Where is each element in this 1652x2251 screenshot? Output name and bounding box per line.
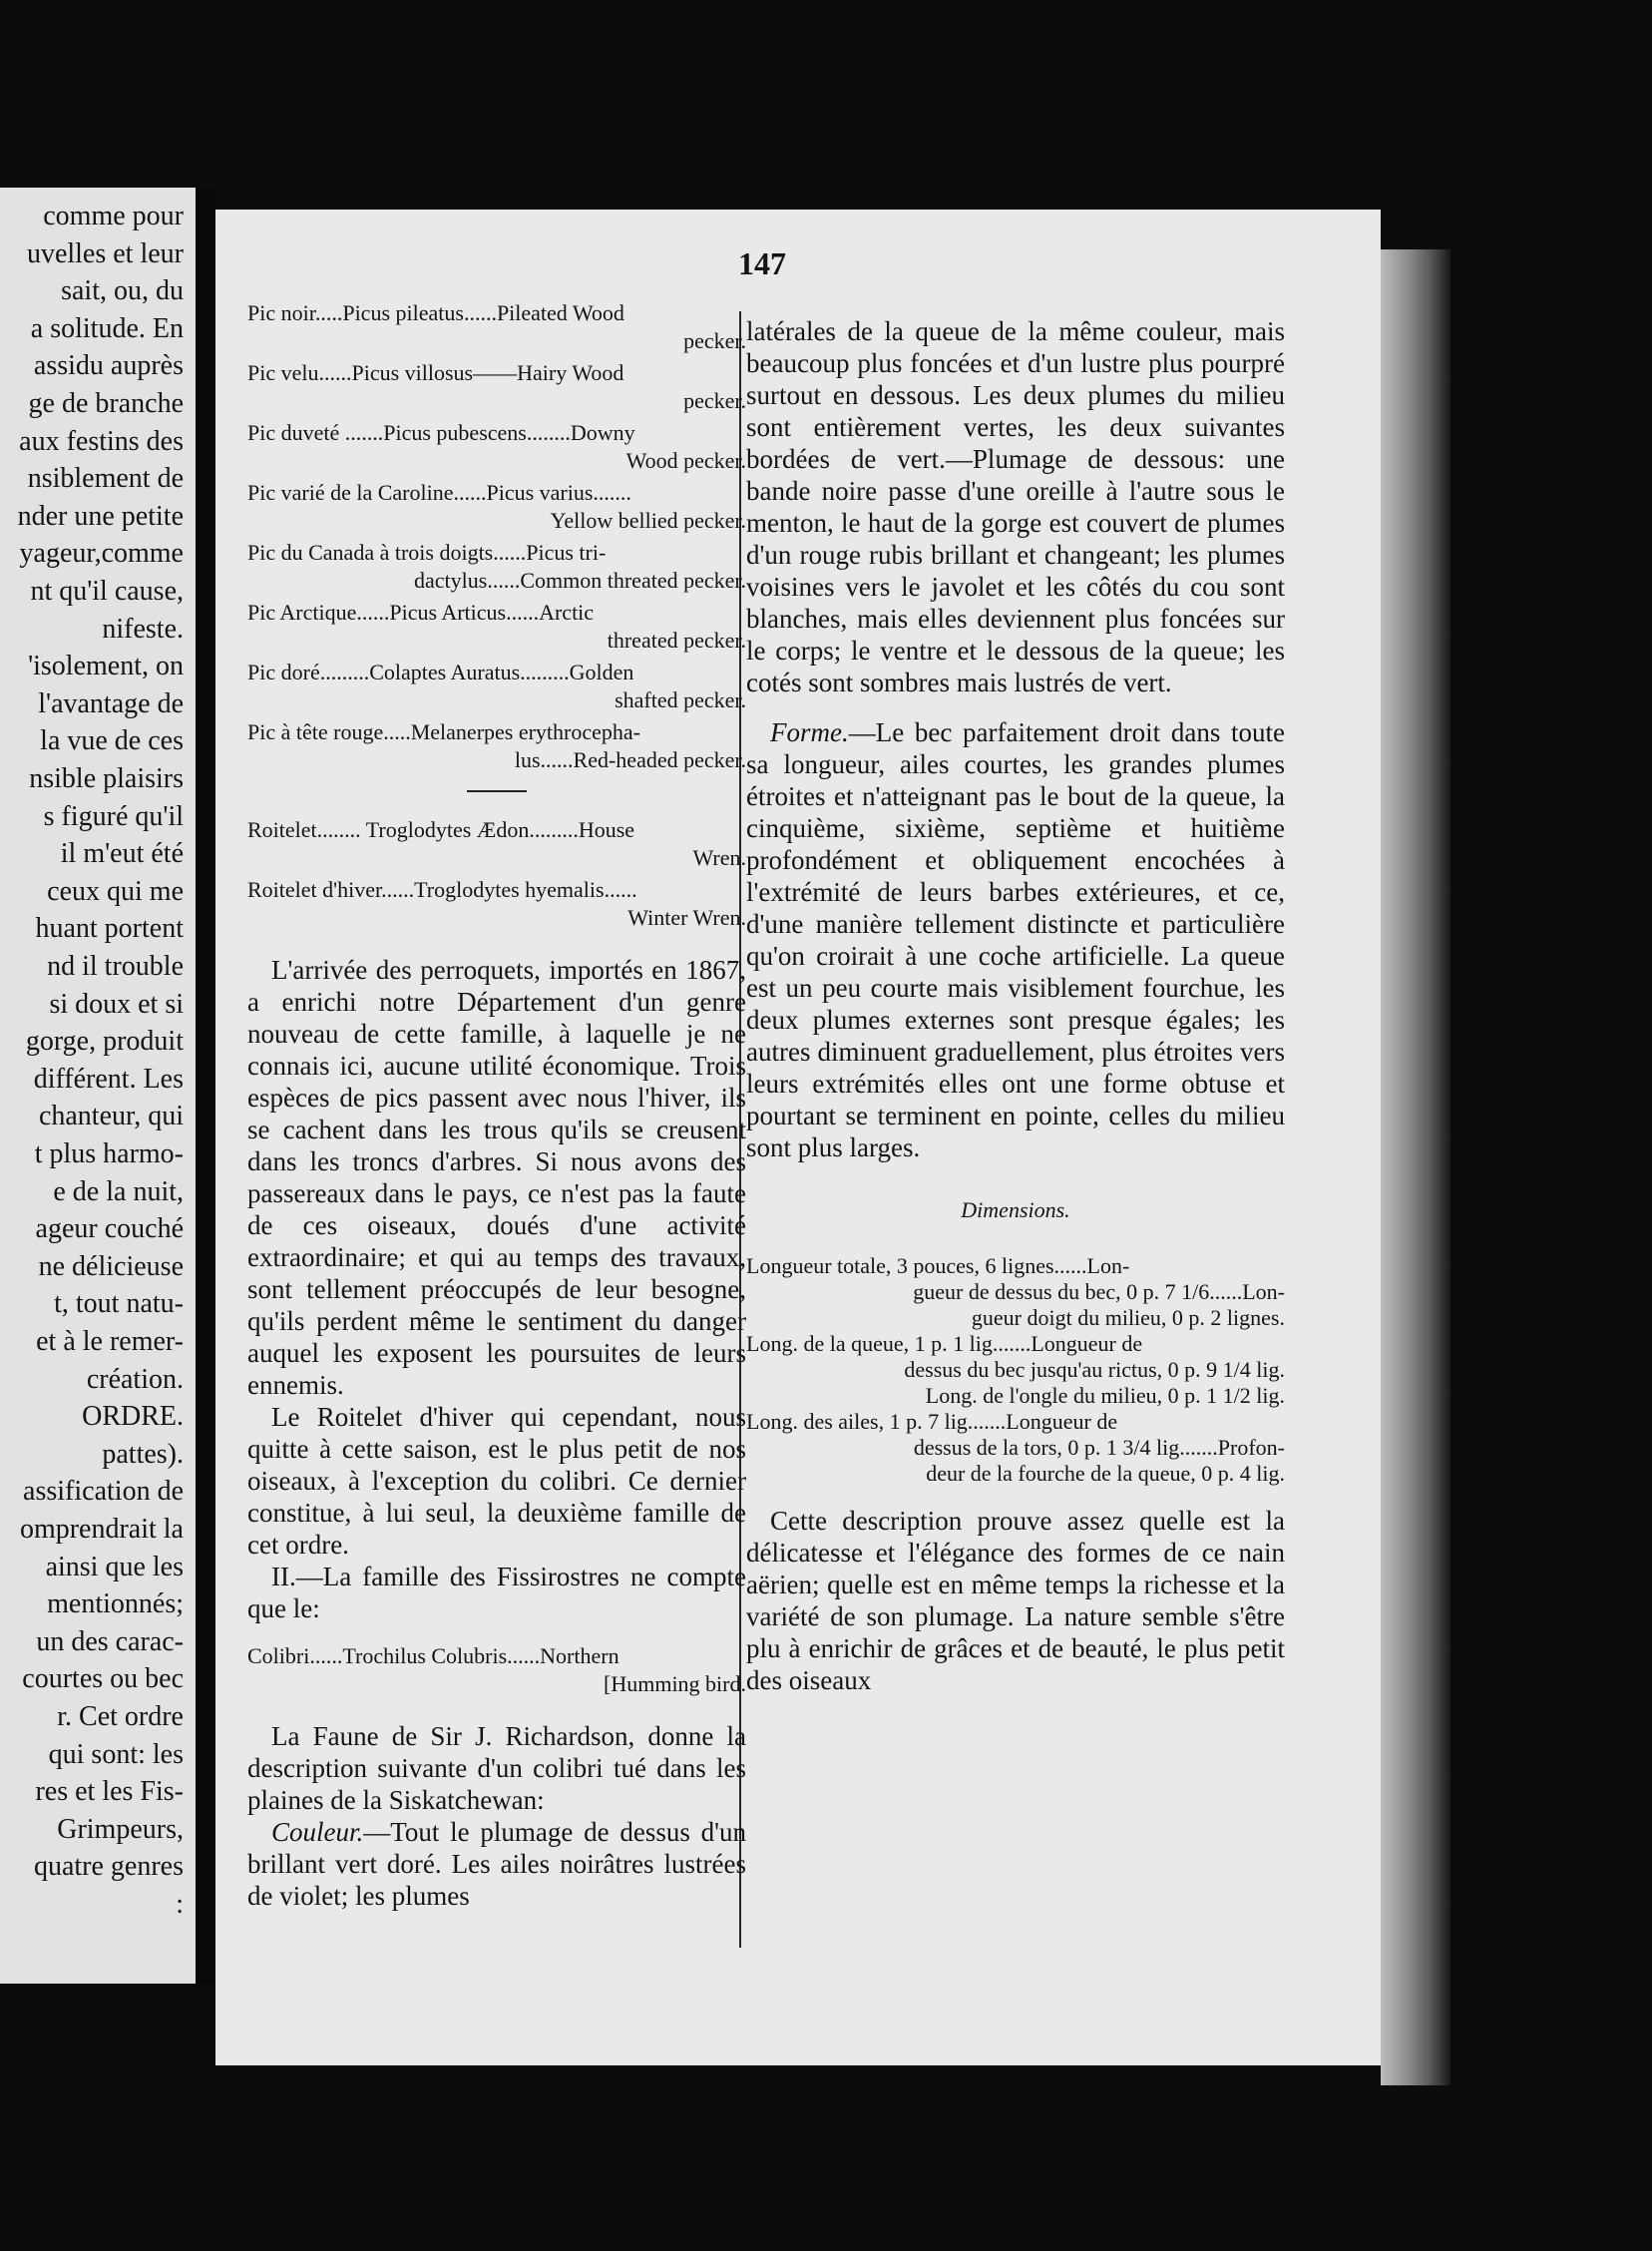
species-entry-cont: pecker. [683,328,746,353]
species-entry [247,876,746,932]
left-page-line: différent. Les [33,1063,184,1095]
left-page-line: un des carac- [36,1625,184,1657]
dimension-entry-cont: deur de la fourche de la queue, 0 p. 4 lig. [926,1461,1285,1486]
dimension-entry [746,1331,1285,1383]
species-entry-cont: pecker. [683,388,746,413]
left-page-line: nt qu'il cause, [30,576,184,607]
left-page-line: assification de [23,1476,184,1508]
species-entry-cont: threated pecker. [607,628,746,653]
species-entry-main: Roitelet d'hiver......Troglodytes hyemalis...... [247,877,637,902]
dimension-entry-cont: dessus du bec jusqu'au rictus, 0 p. 9 1/4 lig. [904,1357,1285,1382]
page-number: 147 [738,245,786,281]
left-page-line: e de la nuit, [53,1175,184,1207]
species-entry-main: Pic varié de la Caroline......Picus varius....... [247,480,631,505]
dimension-entry-cont: gueur de dessus du bec, 0 p. 7 1/6......Lon- [913,1279,1285,1304]
colibri-entry-main: Colibri......Trochilus Colubris......Northern [247,1643,620,1668]
species-entry [247,479,746,535]
couleur-label: Couleur. [271,1817,364,1847]
left-page-line: nsible plaisirs [29,763,184,794]
left-page-line: ORDRE. [82,1401,184,1433]
woodpecker-species-list [247,299,746,774]
left-page-line: qui sont: les [48,1738,184,1770]
right-column [746,315,1285,1696]
left-page-line: comme pour [43,201,184,231]
paragraph-fissirostres: II.—La famille des Fissirostres ne compte que le: [247,1562,746,1623]
left-page-fragment [0,188,196,1984]
species-entry [247,718,746,774]
left-page-line: chanteur, qui [38,1101,184,1132]
species-entry-main: Roitelet........ Troglodytes Ædon.........House [247,817,635,842]
dimension-entry [746,1461,1285,1487]
paragraph-conclusion: Cette description prouve assez quelle est la délicatesse et l'élégance des formes de ce nain aërien; quelle est en même temps la richesse et la variété de son plumage. La nature semble s'être plu à enrichir de grâces et de beauté, le plus petit des oiseaux [746,1506,1285,1695]
dimension-entry [746,1253,1285,1305]
species-entry [247,539,746,595]
wren-species-list [247,816,746,932]
paragraph-parrots: L'arrivée des perroquets, importés en 1867, a enrichi notre Département d'un genre nouveau de cette famille, à laquelle je ne connais ici, aucune utilité économique. Trois espèces de pics passent avec nous l'hiver, ils se cachent dans les trous qu'ils se creusent dans les troncs d'arbres. Si nous avons des passereaux dans le pays, ce n'est pas la faute de ces oiseaux, doués d'une activité extraordinaire; et qui au temps des travaux, sont tellement préoccupés de leur besogne, qu'ils perdent même le sentiment du danger auquel les exposent les poursuites de leurs ennemis. [247,955,746,1400]
left-page-line: r. Cet ordre [57,1701,184,1732]
left-page-line: courtes ou bec [22,1663,184,1695]
dimension-entry [746,1305,1285,1331]
colibri-entry [247,1642,746,1698]
dimension-entry [746,1409,1285,1461]
left-page-line: ageur couché [35,1213,184,1245]
left-page-line: création. [86,1363,184,1395]
left-page-line: Grimpeurs, [57,1813,184,1845]
left-page-line: nder une petite [17,500,184,532]
colibri-entry-cont: [Humming bird. [604,1671,746,1696]
species-entry-main: Pic velu......Picus villosus——Hairy Wood [247,360,624,385]
left-page-line: mentionnés; [47,1588,184,1620]
species-entry-cont: lus......Red-headed pecker. [514,747,746,772]
species-entry-cont: dactylus......Common threated pecker. [414,568,746,593]
species-entry [247,359,746,415]
left-page-line: omprendrait la [19,1514,184,1545]
left-page-line: ne délicieuse [38,1250,184,1282]
forme-label: Forme. [770,717,849,747]
species-entry [247,299,746,355]
species-entry-cont: shafted pecker. [615,687,746,712]
left-page-line: : [176,1889,184,1920]
left-page-line: et à le remer- [36,1326,184,1357]
left-page-line: sait, ou, du [61,275,184,307]
paragraph-faune: La Faune de Sir J. Richardson, donne la description suivante d'un colibri tué dans les plaines de la Siskatchewan: [247,1721,746,1815]
left-page-line: il m'eut été [60,838,184,870]
dimension-entry-main: Long. de la queue, 1 p. 1 lig.......Longueur de [746,1331,1143,1356]
paragraph-forme [746,716,1285,1163]
species-entry-main: Pic duveté .......Picus pubescens........Downy [247,420,635,445]
left-page-line: 'isolement, on [28,651,184,682]
left-page-line: s figuré qu'il [43,800,184,832]
left-page-line: huant portent [35,913,184,945]
left-page-line: assidu auprès [33,350,184,382]
left-page-line: t, tout natu- [54,1288,184,1320]
species-entry-main: Pic Arctique......Picus Articus......Arctic [247,600,595,625]
paragraph-couleur [247,1816,746,1912]
dimension-entry [746,1383,1285,1409]
left-page-line: a solitude. En [30,312,184,344]
species-entry-main: Pic doré.........Colaptes Auratus.........Golden [247,660,634,684]
forme-text: —Le bec parfaitement droit dans toute sa longueur, ailes courtes, les grandes plumes étroites et n'atteignant pas le bout de la queue, la cinquième, sixième, septième et huitième profondément et obliquement encochées à l'extrémité de leurs barbes extérieures, et ce, d'une manière tellement distincte et particulière qu'on croirait à une coche artificielle. La queue est un peu courte mais visiblement fourchue, les deux plumes externes sont presque égales; les autres diminuent graduellement, plus étroites vers leurs extrémités elles ont une forme obtuse et pourtant se terminent en pointe, celles du milieu sont plus larges. [746,717,1285,1162]
species-entry-cont: Wood pecker. [625,448,746,473]
dimension-entry-main: Long. des ailes, 1 p. 7 lig.......Longueur de [746,1409,1118,1434]
left-page-line: pattes). [102,1438,184,1470]
left-page-line: aux festins des [19,425,184,457]
left-page-line: nd il trouble [47,951,184,982]
paragraph-roitelet: Le Roitelet d'hiver qui cependant, nous quitte à cette saison, est le plus petit de nos oiseaux, à l'exception du colibri. Ce dernier constitue, à lui seul, la deuxième famille de cet ordre. [247,1402,746,1560]
dimension-entry-main: Longueur totale, 3 pouces, 6 lignes......Lon- [746,1253,1130,1278]
dimensions-list [746,1253,1285,1487]
species-entry [247,659,746,714]
species-entry-cont: Yellow bellied pecker. [550,508,746,533]
species-entry [247,599,746,655]
left-page-line: uvelles et leur [26,237,184,269]
species-entry-main: Pic à tête rouge.....Melanerpes erythrocepha- [247,719,640,744]
left-page-line: ceux qui me [47,875,184,907]
species-entry [247,816,746,872]
species-entry-main: Pic noir.....Picus pileatus......Pileated Wood [247,300,624,325]
left-page-line: nifeste. [102,613,184,645]
left-page-line: si doux et si [49,988,184,1020]
dimension-entry-cont: dessus de la tors, 0 p. 1 3/4 lig.......Profon- [913,1435,1285,1460]
species-entry-main: Pic du Canada à trois doigts......Picus tri- [247,540,607,565]
left-page-line: t plus harmo- [34,1138,184,1169]
species-entry-cont: Winter Wren. [627,905,746,930]
species-entry-cont: Wren. [692,845,746,870]
section-rule [467,790,527,792]
couleur-text: —Tout le plumage de dessus d'un brillant vert doré. Les ailes noirâtres lustrées de violet; les plumes [247,1817,746,1911]
page-edge [1381,249,1450,2085]
left-page-line: gorge, produit [25,1026,184,1058]
dimension-entry-cont: gueur doigt du milieu, 0 p. 2 lignes. [971,1305,1285,1330]
left-page-line: nsiblement de [27,463,184,495]
species-entry [247,419,746,475]
left-page-line: la vue de ces [40,725,184,757]
dimension-entry-cont: Long. de l'ongle du milieu, 0 p. 1 1/2 lig. [925,1383,1285,1408]
paragraph-plumage: latérales de la queue de la même couleur, mais beaucoup plus foncées et d'un lustre plus pourpré surtout en dessous. Les deux plumes du milieu sont entièrement vertes, les deux suivantes bordées de vert.—Plumage de dessous: une bande noire passe d'une oreille à l'autre sous le menton, le haut de la gorge est couvert de plumes d'un rouge rubis brillant et changeant; les plumes voisines vers le javolet et les côtés du cou sont blanches, mais elles deviennent plus foncées sur le corps; le ventre et le dessous de la queue; les cotés sont sombres mais lustrés de vert. [746,316,1285,697]
dimensions-heading: Dimensions. [961,1197,1070,1222]
left-page-line: l'avantage de [38,687,184,719]
left-page-line: yageur,comme [19,538,184,570]
left-page-line: res et les Fis- [35,1776,184,1808]
left-page-line: quatre genres [33,1851,184,1883]
left-page-line: ainsi que les [45,1551,184,1582]
left-page-line: ge de branche [28,388,184,419]
left-column [247,299,746,1912]
book-gutter [196,190,215,1986]
